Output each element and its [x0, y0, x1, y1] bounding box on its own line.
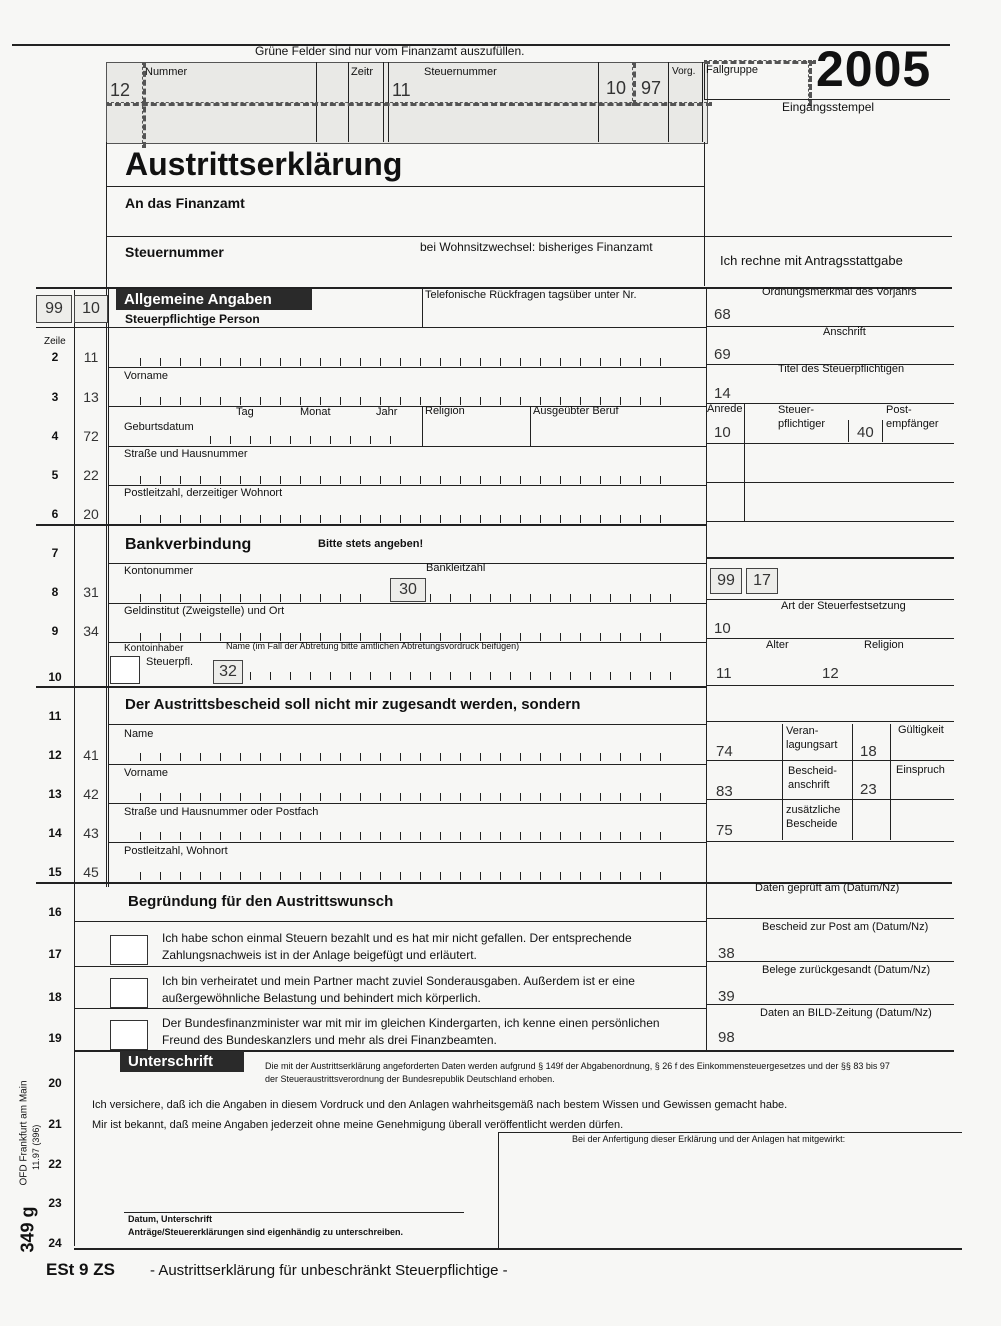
label-steuernummer-top: Steuernummer [424, 66, 497, 78]
line-number: 11 [48, 709, 62, 723]
footer-desc: - Austrittserklärung für unbeschränkt Steuerpflichtige - [150, 1262, 508, 1279]
code-10-art: 10 [714, 620, 731, 637]
line-code: 31 [83, 584, 99, 600]
side-weight [18, 1193, 39, 1253]
line-number: 7 [51, 546, 59, 560]
code-14: 14 [714, 385, 731, 402]
code-nummer: 12 [110, 80, 131, 100]
input-bescheid-plz[interactable] [140, 872, 680, 880]
line-number: 14 [48, 826, 62, 840]
line-number: 20 [48, 1076, 62, 1090]
code-vorg2: 97 [641, 78, 662, 98]
line-code: 45 [83, 864, 99, 880]
section-austrittsbescheid: Der Austrittsbescheid soll nicht mir zugesandt werden, sondern [125, 696, 581, 713]
code-69: 69 [714, 346, 731, 363]
code-30: 30 [390, 578, 426, 602]
label-kontoinhaber: Kontoinhaber [124, 643, 184, 654]
form-year: 2005 [816, 41, 932, 97]
code-12-right: 12 [822, 665, 839, 682]
label-veranlagungsart: Veran- lagungsart [786, 725, 838, 751]
section-allgemeine-angaben: Allgemeine Angaben [116, 289, 312, 310]
line-number: 18 [48, 990, 62, 1004]
line-code: 22 [83, 467, 99, 483]
telefon-label: Telefonische Rückfragen tagsüber unter Nr. [425, 289, 637, 301]
label-religion: Religion [425, 405, 465, 417]
code-23: 23 [860, 781, 877, 798]
label-bescheid-post: Bescheid zur Post am (Datum/Nz) [762, 921, 929, 933]
code-99-right: 99 [710, 568, 742, 594]
line-number: 9 [51, 624, 59, 638]
code-38: 38 [718, 945, 735, 962]
legal-text: Die mit der Austrittserklärung angeforderten Daten werden aufgrund § 149f der Abgabenordnung, § 26 f des Einkommensteuergesetzes und der §§ 83 bis 97 der Steueraustrittsverordnung der Bundesrepublik Deutschland erhoben. [265, 1061, 890, 1084]
label-strasse: Straße und Hausnummer [124, 448, 248, 460]
label-fallgruppe: Fallgruppe [706, 64, 758, 76]
code-vorg1: 10 [606, 78, 627, 98]
label-titel: Titel des Steuerpflichtigen [778, 363, 905, 375]
label-vorg: Vorg. [672, 66, 696, 77]
line-number: 23 [48, 1196, 62, 1210]
label-art-festsetzung: Art der Steuerfestsetzung [781, 600, 906, 612]
line-code: 72 [83, 428, 99, 444]
input-plz[interactable] [140, 515, 680, 523]
checkbox-steuerpfl[interactable] [110, 656, 140, 684]
zeile-label: Zeile [44, 336, 66, 347]
bekannt-text: Mir ist bekannt, daß meine Angaben jederzeit ohne meine Genehmigung überall veröffentlicht werden dürfen. [92, 1119, 624, 1131]
input-bescheid-strasse[interactable] [140, 832, 680, 840]
an-das-finanzamt: An das Finanzamt [125, 195, 245, 211]
option-2-text: Ich bin verheiratet und mein Partner macht zuviel Sonderausgaben. Außerdem ist er eine außergewöhnliche Belastung und behindert mich körperlich. [162, 974, 635, 1005]
checkbox-option-3[interactable] [110, 1020, 148, 1050]
label-anschrift: Anschrift [823, 326, 866, 338]
label-name-abtretung: Name (im Fall der Abtretung bitte amtlichen Abtretungsvordruck beifügen) [226, 641, 520, 651]
line-code: 34 [83, 623, 99, 639]
label-bescheid-plz: Postleitzahl, Wohnort [124, 845, 228, 857]
line-number: 22 [48, 1157, 62, 1171]
line-number: 24 [48, 1236, 62, 1250]
form-title: Austrittserklärung [125, 146, 403, 182]
line-number: 17 [48, 947, 62, 961]
line-code: 11 [83, 349, 99, 365]
weight-text: 349 g [17, 1206, 38, 1253]
input-bescheid-name[interactable] [140, 753, 680, 761]
side-ofd-date [31, 1090, 41, 1170]
section-begruendung: Begründung für den Austrittswunsch [128, 893, 394, 910]
label-vorname: Vorname [124, 370, 169, 382]
label-steuerpfl-bank: Steuerpfl. [146, 656, 194, 668]
label-steuerpflichtiger: Steuer- pflichtiger [778, 404, 826, 430]
label-antraege: Anträge/Steuererklärungen sind eigenhändig zu unterschreiben. [128, 1227, 404, 1237]
label-bescheid-vorname: Vorname [124, 767, 169, 779]
steuerpflichtige-person: Steuerpflichtige Person [125, 312, 260, 326]
input-geburtsdatum[interactable] [210, 436, 410, 444]
steuernummer-label: Steuernummer [125, 244, 224, 260]
input-geburtsdatum-name[interactable] [140, 397, 680, 405]
label-bescheid-strasse: Straße und Hausnummer oder Postfach [124, 806, 319, 818]
code-steuernummer: 11 [392, 80, 411, 100]
side-ofd [19, 1046, 30, 1186]
label-religion-right: Religion [864, 639, 904, 651]
label-geburtsdatum: Geburtsdatum [124, 421, 194, 433]
label-geldinstitut: Geldinstitut (Zweigstelle) und Ort [124, 605, 285, 617]
line-number: 2 [51, 350, 59, 364]
label-alter: Alter [766, 639, 789, 651]
line-code: 13 [83, 389, 99, 405]
label-ordnungsmerkmal: Ordnungsmerkmal des Vorjahrs [762, 286, 917, 298]
code-10: 10 [74, 295, 108, 323]
label-kontonummer: Kontonummer [124, 565, 194, 577]
code-32: 32 [213, 660, 243, 684]
code-10-anrede: 10 [714, 424, 731, 441]
label-bescheid-name: Name [124, 728, 154, 740]
line-number: 4 [51, 429, 59, 443]
label-einspruch: Einspruch [896, 764, 945, 776]
section-unterschrift: Unterschrift [120, 1051, 244, 1072]
code-98: 98 [718, 1029, 735, 1046]
code-40: 40 [857, 424, 874, 441]
line-number: 21 [48, 1117, 62, 1131]
label-beruf: Ausgeübter Beruf [533, 405, 619, 417]
code-17: 17 [746, 568, 778, 594]
wohnsitzwechsel-label: bei Wohnsitzwechsel: bisheriges Finanzamt [420, 240, 653, 254]
line-code: 43 [83, 825, 99, 841]
label-bild: Daten an BILD-Zeitung (Datum/Nz) [760, 1007, 932, 1019]
label-nummer: Nummer [145, 66, 188, 78]
checkbox-option-1[interactable] [110, 935, 148, 965]
line-number: 19 [48, 1031, 62, 1045]
label-plz: Postleitzahl, derzeitiger Wohnort [124, 487, 283, 499]
input-vorname[interactable] [140, 358, 680, 366]
line-number: 3 [51, 390, 59, 404]
label-postempfaenger: Post- empfänger [886, 404, 939, 430]
line-number: 16 [48, 905, 62, 919]
line-number: 5 [51, 468, 59, 482]
versicherung-text: Ich versichere, daß ich die Angaben in diesem Vordruck und den Anlagen wahrheitsgemäß nach bestem Wissen und Gewissen gemacht habe. [92, 1099, 788, 1111]
input-bescheid-vorname[interactable] [140, 793, 680, 801]
line-code: 42 [83, 786, 99, 802]
line-number: 13 [48, 787, 62, 801]
input-kontonummer[interactable] [140, 594, 380, 602]
label-tag: Tag [236, 406, 254, 418]
line-code: 41 [83, 747, 99, 763]
line-number: 15 [48, 865, 62, 879]
input-bankleitzahl[interactable] [430, 594, 680, 602]
option-3-text: Der Bundesfinanzminister war mit mir im gleichen Kindergarten, ich kenne einen persönlichen Freund des Bundeskanzlers und mehr als drei Finanzbeamten. [162, 1016, 660, 1047]
footer-code: ESt 9 ZS [46, 1260, 115, 1279]
checkbox-option-2[interactable] [110, 978, 148, 1008]
line-number: 6 [51, 507, 59, 521]
mitgewirkt-label: Bei der Anfertigung dieser Erklärung und der Anlagen hat mitgewirkt: [572, 1134, 846, 1144]
label-eingangsstempel: Eingangsstempel [782, 100, 875, 114]
header-note: Grüne Felder sind nur vom Finanzamt auszufüllen. [255, 44, 525, 58]
option-1-text: Ich habe schon einmal Steuern bezahlt und es hat mir nicht gefallen. Der entsprechende Zahlungsnachweis ist in der Anlage beigefügt und erläutert. [162, 931, 632, 962]
code-99: 99 [36, 295, 72, 323]
bitte-stets: Bitte stets angeben! [318, 538, 424, 550]
label-zusaetzliche-bescheide: zusätzliche Bescheide [786, 804, 841, 830]
code-18: 18 [860, 743, 877, 760]
input-geldinstitut[interactable] [140, 633, 680, 641]
label-belege: Belege zurückgesandt (Datum/Nz) [762, 964, 931, 976]
section-bankverbindung: Bankverbindung [125, 536, 252, 553]
code-83: 83 [716, 783, 733, 800]
label-datum-unterschrift: Datum, Unterschrift [128, 1214, 213, 1224]
line-number: 8 [51, 585, 59, 599]
label-monat: Monat [300, 406, 331, 418]
code-11-right: 11 [716, 665, 732, 682]
input-strasse[interactable] [140, 476, 680, 484]
antragsstattgabe-label: Ich rechne mit Antragsstattgabe [720, 253, 903, 268]
code-68: 68 [714, 306, 731, 323]
code-74: 74 [716, 743, 733, 760]
code-39: 39 [718, 988, 735, 1005]
label-bankleitzahl: Bankleitzahl [426, 562, 486, 574]
label-gueltigkeit: Gültigkeit [898, 724, 944, 736]
label-bescheidanschrift: Bescheid- anschrift [788, 765, 837, 791]
line-code: 20 [83, 506, 99, 522]
label-jahr: Jahr [376, 406, 398, 418]
label-anrede: Anrede [707, 403, 743, 415]
ofd-date-text: 11.97 (396) [31, 1124, 41, 1170]
input-kontoinhaber[interactable] [250, 672, 680, 680]
ofd-text: OFD Frankfurt am Main [18, 1080, 30, 1186]
label-daten-geprueft: Daten geprüft am (Datum/Nz) [755, 882, 900, 894]
line-number: 10 [48, 670, 62, 684]
label-zeitr: Zeitr [351, 66, 373, 78]
line-number: 12 [48, 748, 62, 762]
code-75: 75 [716, 822, 733, 839]
